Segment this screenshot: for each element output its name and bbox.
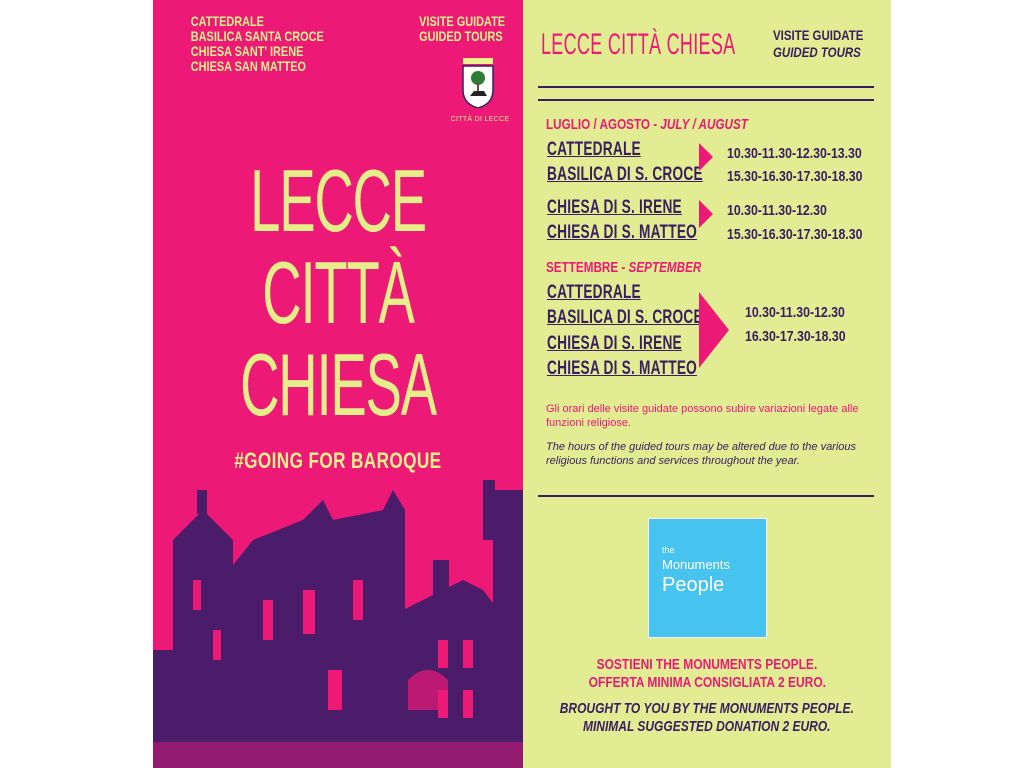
hashtag-text: #GOING FOR BAROQUE [234,448,442,473]
place-name: CATTEDRALE [547,139,641,160]
church-item: CATTEDRALE [190,13,264,29]
city-crest-icon [460,58,496,108]
period-label-it: SETTEMBRE - [546,259,629,276]
right-tours-it: VISITE GUIDATE [773,27,864,43]
place-name: BASILICA DI S. CROCE [547,164,703,185]
support-line: MINIMAL SUGGESTED DONATION 2 EURO. [583,718,831,735]
church-item: CHIESA SANT' IRENE [190,43,304,59]
place-name: CHIESA DI S. IRENE [547,333,682,354]
church-item: CHIESA SAN MATTEO [190,58,307,74]
support-english [523,700,891,736]
support-line: OFFERTA MINIMA CONSIGLIATA 2 EURO. [588,674,826,691]
period-label-it: LUGLIO / AGOSTO - [546,116,661,133]
time-slot: 16.30-17.30-18.30 [745,328,846,345]
divider [538,99,874,101]
period-september [546,259,701,276]
church-item: BASILICA SANTA CROCE [190,28,324,44]
title-line: CITTÀ [262,243,414,342]
period-label-en: SEPTEMBER [628,259,702,276]
right-tours-en: GUIDED TOURS [773,44,861,60]
tours-label [419,14,505,44]
title-line: LECCE [250,151,426,250]
period-label-en: JULY / AUGUST [660,116,748,133]
tours-label-it: VISITE GUIDATE [419,13,506,29]
support-line: BROUGHT TO YOU BY THE MONUMENTS PEOPLE. [559,700,855,717]
logo-text: the [662,545,675,555]
arrow-icon [699,143,713,171]
church-list [191,14,324,74]
main-title [153,151,523,434]
right-tours-label [773,27,863,61]
divider [538,495,874,497]
city-label: CITTÀ DI LECCE [450,116,510,123]
right-panel [523,0,891,768]
right-title: LECCE CITTÀ CHIESA [541,28,736,61]
time-slot: 10.30-11.30-12.30 [727,202,827,219]
support-italian [523,656,891,692]
logo-text: Monuments [662,557,730,572]
place-name: CATTEDRALE [547,282,641,303]
divider [538,86,874,88]
tours-label-en: GUIDED TOURS [419,28,503,44]
time-slot: 10.30-11.30-12.30-13.30 [727,145,862,162]
place-name: CHIESA DI S. IRENE [547,197,682,218]
time-slot: 15.30-16.30-17.30-18.30 [727,226,863,243]
place-name: BASILICA DI S. CROCE [547,307,703,328]
note-italian: Gli orari delle visite guidate possono subire variazioni legate alle funzioni religiose. [546,403,859,429]
arrow-icon [699,292,729,368]
time-slot: 15.30-16.30-17.30-18.30 [727,168,863,185]
place-name: CHIESA DI S. MATTEO [547,358,698,379]
arrow-icon [699,200,713,228]
title-line: CHIESA [240,335,436,434]
left-panel [153,0,523,768]
time-slot: 10.30-11.30-12.30 [745,304,845,321]
period-summer [546,116,748,133]
support-line: SOSTIENI THE MONUMENTS PEOPLE. [596,656,818,673]
monuments-people-logo [648,518,767,638]
place-name: CHIESA DI S. MATTEO [547,222,698,243]
hashtag [153,448,523,474]
note-english: The hours of the guided tours may be altered due to the various religious functions and services throughout the year. [546,441,857,467]
logo-text: People [662,574,725,596]
cathedral-illustration [153,480,523,768]
